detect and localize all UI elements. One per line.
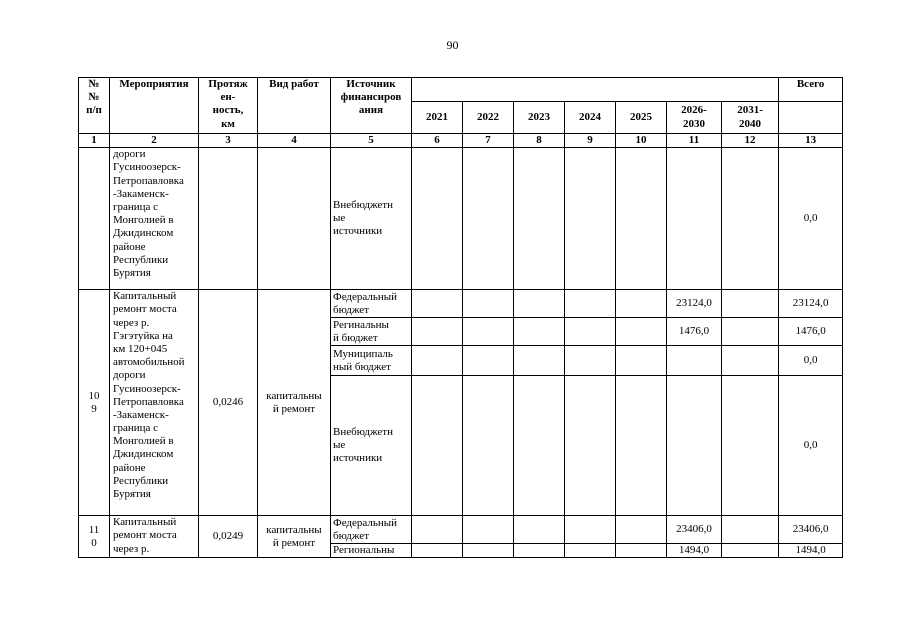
value-cell bbox=[722, 376, 779, 516]
work-cell bbox=[258, 148, 331, 290]
num-cell: 10 9 bbox=[79, 290, 110, 516]
value-cell bbox=[722, 318, 779, 346]
value-cell bbox=[565, 346, 616, 376]
header-length: Протяж ен- ность, км bbox=[199, 78, 258, 134]
value-cell bbox=[463, 346, 514, 376]
total-cell: 1494,0 bbox=[779, 544, 843, 558]
col-number: 2 bbox=[110, 134, 199, 148]
value-cell bbox=[514, 318, 565, 346]
header-source: Источник финансиров ания bbox=[331, 78, 412, 134]
length-cell: 0,0249 bbox=[199, 516, 258, 558]
value-cell bbox=[565, 148, 616, 290]
source-cell: Региональны bbox=[331, 544, 412, 558]
value-cell bbox=[722, 148, 779, 290]
col-number: 11 bbox=[667, 134, 722, 148]
value-cell bbox=[722, 346, 779, 376]
col-number: 5 bbox=[331, 134, 412, 148]
value-2026-cell bbox=[667, 346, 722, 376]
event-cell: Капитальный ремонт моста через р. bbox=[110, 516, 199, 558]
value-cell bbox=[565, 376, 616, 516]
col-number: 13 bbox=[779, 134, 843, 148]
source-cell: Внебюджетн ые источники bbox=[331, 148, 412, 290]
column-number-row bbox=[79, 134, 843, 148]
value-cell bbox=[514, 544, 565, 558]
value-cell bbox=[463, 376, 514, 516]
value-cell bbox=[412, 290, 463, 318]
col-number: 1 bbox=[79, 134, 110, 148]
value-cell bbox=[514, 376, 565, 516]
value-cell bbox=[463, 290, 514, 318]
header-num: № № п/п bbox=[79, 78, 110, 134]
table-row bbox=[79, 148, 843, 290]
value-cell bbox=[722, 290, 779, 318]
value-cell bbox=[667, 148, 722, 290]
value-cell bbox=[412, 148, 463, 290]
value-2026-cell: 1476,0 bbox=[667, 318, 722, 346]
col-number: 12 bbox=[722, 134, 779, 148]
event-cell: дороги Гусиноозерск- Петропавловка -Закаменск- граница с Монголией в Джидинском районе Республики Бурятия bbox=[110, 148, 199, 290]
value-2026-cell: 23124,0 bbox=[667, 290, 722, 318]
value-2026-cell bbox=[667, 376, 722, 516]
length-cell: 0,0246 bbox=[199, 290, 258, 516]
value-cell bbox=[463, 148, 514, 290]
value-cell bbox=[412, 318, 463, 346]
table-row bbox=[79, 516, 843, 544]
source-cell: Внебюджетн ые источники bbox=[331, 376, 412, 516]
col-number: 9 bbox=[565, 134, 616, 148]
num-cell: 11 0 bbox=[79, 516, 110, 558]
page-number: 90 bbox=[446, 38, 459, 52]
header-event: Мероприятия bbox=[110, 78, 199, 134]
value-cell bbox=[463, 544, 514, 558]
value-cell bbox=[412, 346, 463, 376]
value-cell bbox=[565, 290, 616, 318]
value-cell bbox=[616, 516, 667, 544]
value-cell bbox=[514, 516, 565, 544]
header-year: 2026- 2030 bbox=[667, 102, 722, 134]
table-row bbox=[79, 290, 843, 318]
header-year: 2021 bbox=[412, 102, 463, 134]
source-cell: Федеральный бюджет bbox=[331, 516, 412, 544]
total-cell: 1476,0 bbox=[779, 318, 843, 346]
value-cell bbox=[616, 544, 667, 558]
col-number: 8 bbox=[514, 134, 565, 148]
header-year: 2025 bbox=[616, 102, 667, 134]
financing-table bbox=[78, 77, 843, 558]
event-cell: Капитальный ремонт моста через р. Гэгэтуйка на км 120+045 автомобильной дороги Гусиноозерск- Петропавловка -Закаменск- граница с Монголией в Джидинском районе Республики Бурятия bbox=[110, 290, 199, 516]
header-total-blank bbox=[779, 102, 843, 134]
header-year: 2031- 2040 bbox=[722, 102, 779, 134]
header-year: 2024 bbox=[565, 102, 616, 134]
header-years-group bbox=[412, 78, 779, 102]
value-cell bbox=[412, 516, 463, 544]
value-cell bbox=[412, 376, 463, 516]
value-cell bbox=[722, 516, 779, 544]
header-row-1 bbox=[79, 78, 843, 102]
source-cell: Муниципаль ный бюджет bbox=[331, 346, 412, 376]
value-2026-cell: 23406,0 bbox=[667, 516, 722, 544]
total-cell: 23406,0 bbox=[779, 516, 843, 544]
header-year: 2022 bbox=[463, 102, 514, 134]
length-cell bbox=[199, 148, 258, 290]
value-cell bbox=[616, 376, 667, 516]
total-cell: 0,0 bbox=[779, 346, 843, 376]
value-cell bbox=[565, 544, 616, 558]
work-cell: капитальны й ремонт bbox=[258, 516, 331, 558]
col-number: 10 bbox=[616, 134, 667, 148]
total-cell: 23124,0 bbox=[779, 290, 843, 318]
col-number: 6 bbox=[412, 134, 463, 148]
value-cell bbox=[616, 290, 667, 318]
value-cell bbox=[514, 290, 565, 318]
col-number: 3 bbox=[199, 134, 258, 148]
num-cell bbox=[79, 148, 110, 290]
value-cell bbox=[514, 148, 565, 290]
value-cell bbox=[616, 318, 667, 346]
source-cell: Регинальны й бюджет bbox=[331, 318, 412, 346]
value-cell bbox=[565, 318, 616, 346]
source-cell: Федеральный бюджет bbox=[331, 290, 412, 318]
value-cell bbox=[463, 516, 514, 544]
total-cell: 0,0 bbox=[779, 148, 843, 290]
header-work: Вид работ bbox=[258, 78, 331, 134]
value-cell bbox=[463, 318, 514, 346]
header-total: Всего bbox=[779, 78, 843, 102]
col-number: 7 bbox=[463, 134, 514, 148]
value-cell bbox=[616, 346, 667, 376]
value-cell bbox=[722, 544, 779, 558]
value-cell bbox=[412, 544, 463, 558]
value-cell bbox=[616, 148, 667, 290]
total-cell: 0,0 bbox=[779, 376, 843, 516]
col-number: 4 bbox=[258, 134, 331, 148]
work-cell: капитальны й ремонт bbox=[258, 290, 331, 516]
value-cell bbox=[565, 516, 616, 544]
header-year: 2023 bbox=[514, 102, 565, 134]
value-2026-cell: 1494,0 bbox=[667, 544, 722, 558]
value-cell bbox=[514, 346, 565, 376]
